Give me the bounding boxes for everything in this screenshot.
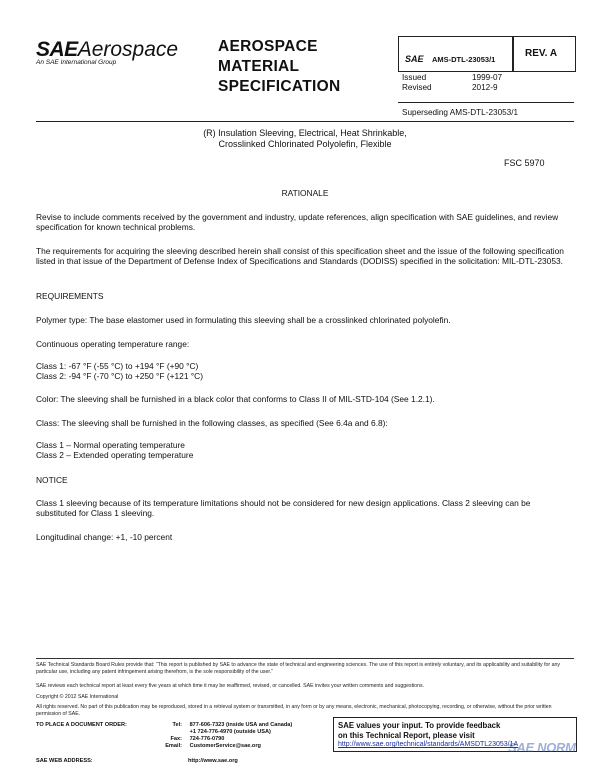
logo-sae: SAE (36, 38, 78, 61)
class1-description: Class 1 – Normal operating temperature (36, 440, 185, 450)
doc-number-box (398, 36, 514, 72)
logo-aerospace: Aerospace (77, 38, 179, 61)
issued-value: 1999-07 (472, 73, 503, 82)
feedback-line-1: SAE values your input. To provide feedback (338, 721, 501, 730)
web-label: SAE WEB ADDRESS: (36, 758, 93, 764)
email-label: Email: (165, 743, 182, 749)
class2-temp: Class 2: -94 °F (-70 °C) to +250 °F (+121 °C) (36, 371, 203, 381)
title-line-3: SPECIFICATION (218, 78, 341, 95)
feedback-line-2: on this Technical Report, please visit (338, 731, 475, 740)
rev-label: REV. A (525, 48, 558, 59)
class-intro: Class: The sleeving shall be furnished in the following classes, as specified (See 6.4a and 6.8): (36, 418, 388, 428)
fax-value: 724-776-0790 (189, 736, 225, 742)
title-line-2: MATERIAL (218, 58, 300, 75)
mini-logo: SAE (405, 54, 424, 64)
rights: All rights reserved. No part of this publication may be reproduced, stored in a retrieval system or transmitted, in any form or by any means, electronic, mechanical, photocopying, recording, or otherwise, without the prior written permission of SAE. (36, 704, 552, 717)
email-value[interactable]: CustomerService@sae.org (189, 743, 261, 749)
header-rule (398, 102, 574, 103)
rationale-text: Revise to include comments received by the government and industry, update references, align specification with SAE guidelines, and review specification for known technical problems. (36, 212, 559, 233)
revised-label: Revised (402, 83, 432, 92)
tel2-value: +1 724-776-4970 (outside USA) (189, 729, 271, 735)
fax-label: Fax: (170, 736, 182, 742)
superseding: Superseding AMS-DTL-23053/1 (402, 108, 519, 117)
title-line-1: AEROSPACE (218, 38, 318, 55)
longitudinal-change: Longitudinal change: +1, -10 percent (36, 532, 173, 542)
copyright: Copyright © 2012 SAE International (36, 694, 119, 700)
logo-subtitle: An SAE International Group (36, 59, 117, 66)
rev-box (512, 36, 576, 72)
web-value[interactable]: http://www.sae.org (188, 758, 238, 764)
logo (36, 38, 196, 66)
order-label: TO PLACE A DOCUMENT ORDER: (36, 722, 127, 728)
feedback-url[interactable]: http://www.sae.org/technical/standards/AMSDTL23053/1A (338, 741, 519, 748)
revised-value: 2012-9 (472, 83, 498, 92)
disclaimer-2: SAE reviews each technical report at least every five years at which time it may be reaffirmed, revised, or cancelled. SAE invites your written comments and suggestions. (36, 683, 424, 689)
tel-value: 877-606-7323 (inside USA and Canada) (189, 722, 293, 728)
issued-label: Issued (402, 73, 427, 82)
color-requirement: Color: The sleeving shall be furnished in a black color that conforms to Class II of MIL-STD-104 (See 1.2.1). (36, 394, 435, 404)
doc-title-line-1: (R) Insulation Sleeving, Electrical, Heat Shrinkable, (203, 128, 407, 138)
doc-title (36, 128, 574, 150)
requirements-intro: The requirements for acquiring the sleeving described herein shall consist of this specification sheet and the issue of the following specification listed in that issue of the Department of Defense Index of Specifications and Standards (DODISS) specified in the solicitation: MIL-DTL-23053. (36, 246, 564, 267)
document-type-title (218, 37, 340, 97)
class1-temp: Class 1: -67 °F (-55 °C) to +194 °F (+90 °C) (36, 361, 199, 371)
watermark: SAE NORM (508, 740, 576, 755)
issue-info (402, 73, 570, 93)
tel-label: Tel: (172, 722, 182, 728)
disclaimer-1: SAE Technical Standards Board Rules provide that: “This report is published by SAE to advance the state of technical and engineering sciences. The use of this report is entirely voluntary, and its applicability and suitability for any particular use, including any patent infringement arising therefrom, is the sole responsibility of the user.” (36, 662, 560, 675)
continuous-temp-label: Continuous operating temperature range: (36, 339, 190, 349)
notice-heading: NOTICE (36, 475, 68, 485)
polymer-type: Polymer type: The base elastomer used in formulating this sleeving shall be a crosslinked chlorinated polyolefin. (36, 315, 451, 325)
doc-number: AMS-DTL-23053/1 (431, 55, 496, 64)
header-bottom-rule (36, 121, 574, 122)
requirements-heading: REQUIREMENTS (36, 291, 104, 301)
footer-top-rule (36, 658, 574, 659)
rationale-heading: RATIONALE (281, 188, 329, 198)
doc-title-line-2: Crosslinked Chlorinated Polyolefin, Flexible (218, 139, 392, 149)
notice-text: Class 1 sleeving because of its temperature limitations should not be considered for new design applications. Class 2 sleeving can be substituted for Class 1 sleeving. (36, 498, 531, 519)
class2-description: Class 2 – Extended operating temperature (36, 450, 194, 460)
fsc-code: FSC 5970 (504, 158, 545, 168)
